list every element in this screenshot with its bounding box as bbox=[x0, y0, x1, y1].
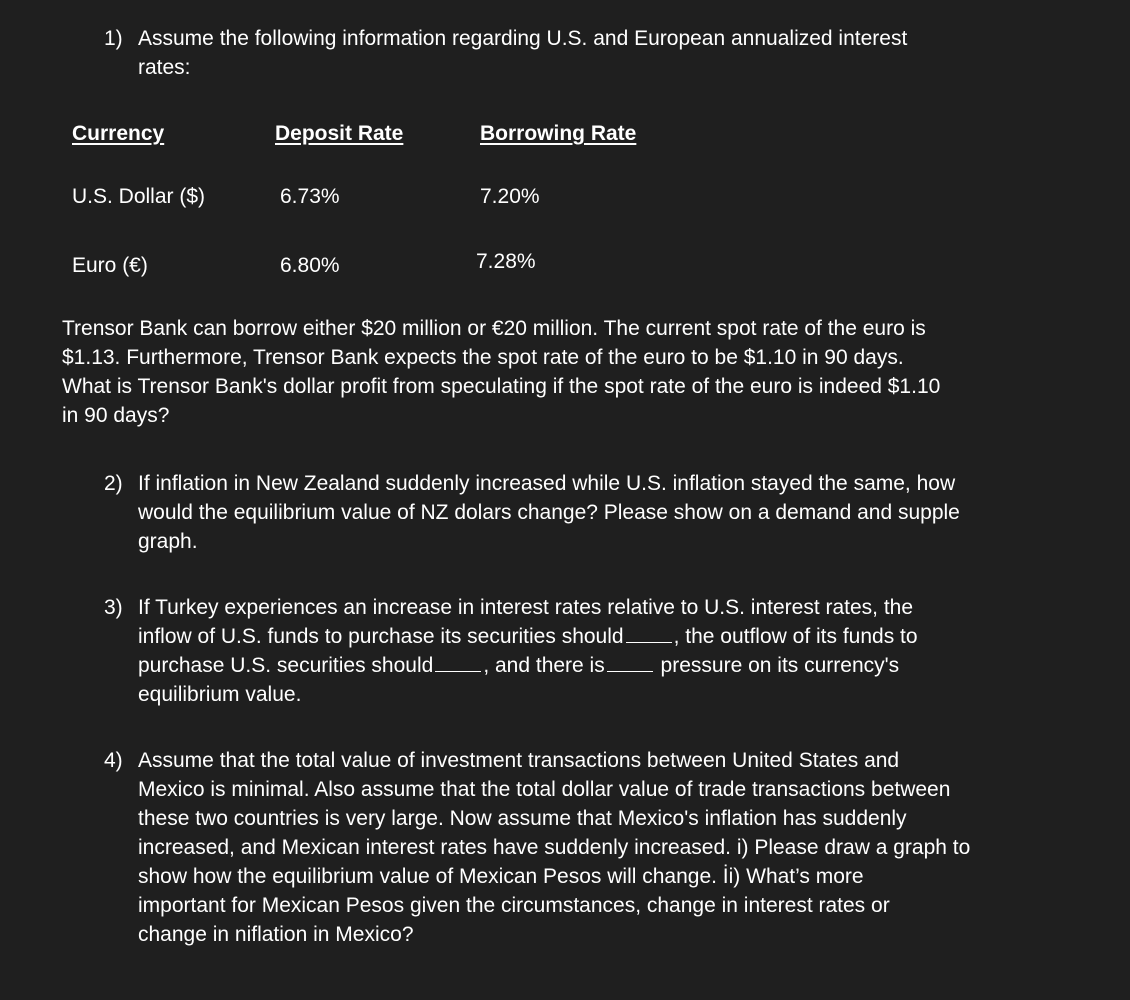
q4-line-3: these two countries is very large. Now assume that Mexico's inflation has suddenly bbox=[138, 807, 907, 830]
q4-line-6: important for Mexican Pesos given the circumstances, change in interest rates or bbox=[138, 894, 890, 917]
q3-line-3a: purchase U.S. securities should bbox=[138, 654, 434, 677]
q2-line-2: would the equilibrium value of NZ dolars change? Please show on a demand and supple bbox=[138, 501, 960, 524]
answer-blank-3 bbox=[607, 653, 653, 672]
q1-scenario-paragraph bbox=[62, 314, 940, 430]
q2-number: 2) bbox=[104, 472, 123, 495]
table-cell-usd-deposit: 6.73% bbox=[280, 185, 340, 208]
q4-line-2: Mexico is minimal. Also assume that the total dollar value of trade transactions between bbox=[138, 778, 951, 801]
q1-intro-line-2: rates: bbox=[138, 56, 191, 79]
table-cell-euro-currency: Euro (€) bbox=[72, 254, 148, 277]
q3-line-3b: , and there is bbox=[483, 654, 605, 677]
q1-scenario-line-3: What is Trensor Bank's dollar profit from speculating if the spot rate of the euro is indeed $1.10 bbox=[62, 375, 941, 398]
q3-line-2 bbox=[138, 622, 918, 651]
q4-line-1: Assume that the total value of investment transactions between United States and bbox=[138, 749, 900, 772]
q3-line-3c: pressure on its currency's bbox=[654, 654, 900, 677]
q4-line-4: increased, and Mexican interest rates have suddenly increased. i) Please draw a graph to bbox=[138, 836, 971, 859]
q1-intro-line-1: Assume the following information regarding U.S. and European annualized interest bbox=[138, 27, 908, 50]
table-header-deposit-rate: Deposit Rate bbox=[275, 122, 404, 145]
q2-text bbox=[138, 469, 960, 556]
q4-number: 4) bbox=[104, 749, 123, 772]
table-cell-usd-currency: U.S. Dollar ($) bbox=[72, 185, 206, 208]
q4-line-7: change in niflation in Mexico? bbox=[138, 923, 414, 946]
q3-number: 3) bbox=[104, 596, 123, 619]
q4-line-5: show how the equilibrium value of Mexican Pesos will change. İi) What’s more bbox=[138, 865, 864, 888]
q3-line-3 bbox=[138, 651, 918, 680]
q1-scenario-line-4: in 90 days? bbox=[62, 404, 170, 427]
q4-text bbox=[138, 746, 970, 949]
q3-line-2a: inflow of U.S. funds to purchase its securities should bbox=[138, 625, 624, 648]
q3-line-1: If Turkey experiences an increase in interest rates relative to U.S. interest rates, the bbox=[138, 596, 914, 619]
q1-scenario-line-1: Trensor Bank can borrow either $20 million or €20 million. The current spot rate of the euro is bbox=[62, 317, 926, 340]
q3-text bbox=[138, 593, 918, 709]
q2-line-1: If inflation in New Zealand suddenly increased while U.S. inflation stayed the same, how bbox=[138, 472, 956, 495]
table-cell-euro-deposit: 6.80% bbox=[280, 254, 340, 277]
q3-line-2b: , the outflow of its funds to bbox=[673, 625, 918, 648]
q1-number: 1) bbox=[104, 27, 123, 50]
q2-line-3: graph. bbox=[138, 530, 198, 553]
table-header-borrowing-rate: Borrowing Rate bbox=[480, 122, 637, 145]
answer-blank-1 bbox=[626, 624, 672, 643]
q1-scenario-line-2: $1.13. Furthermore, Trensor Bank expects the spot rate of the euro to be $1.10 in 90 days. bbox=[62, 346, 904, 369]
answer-blank-2 bbox=[435, 653, 481, 672]
table-cell-euro-borrowing: 7.28% bbox=[476, 250, 536, 273]
q3-line-4: equilibrium value. bbox=[138, 683, 302, 706]
table-header-currency: Currency bbox=[72, 122, 165, 145]
table-cell-usd-borrowing: 7.20% bbox=[480, 185, 540, 208]
q1-intro bbox=[138, 24, 907, 82]
